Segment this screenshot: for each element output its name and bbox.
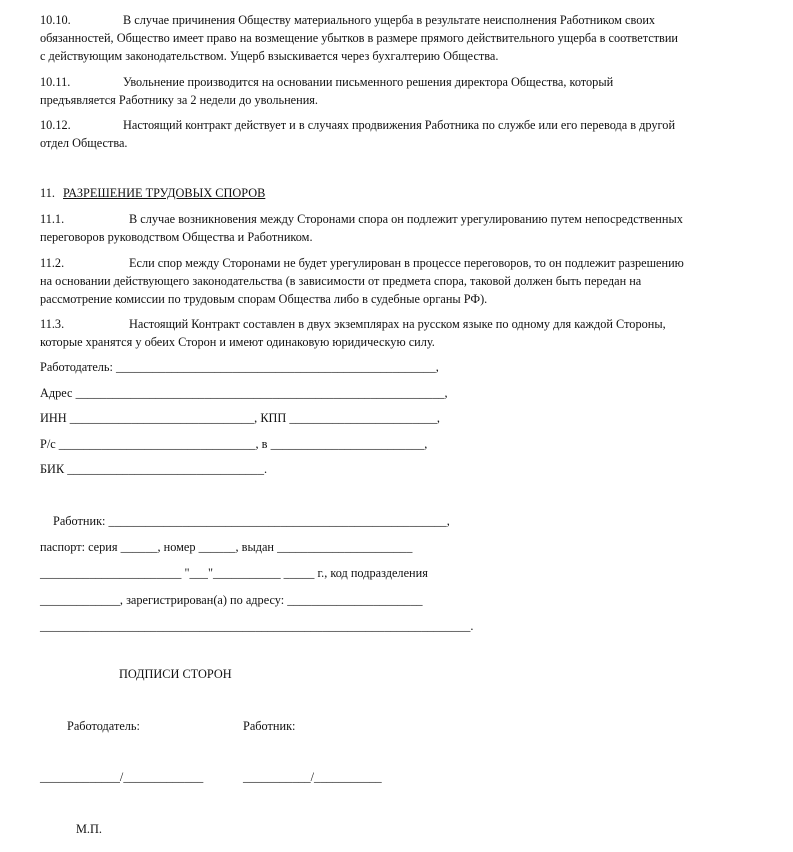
employer-address-field: Адрес ____________________________________________________________, bbox=[40, 386, 448, 400]
section-number: 11. bbox=[40, 186, 55, 200]
clause-number: 11.2. bbox=[40, 256, 65, 270]
employer-bik-field: БИК ________________________________. bbox=[40, 462, 268, 476]
clause-text-line: В случае причинения Обществу материального ущерба в результате неисполнения Работником своих bbox=[123, 13, 656, 27]
clause-text-line: которые хранятся у обеих Сторон и имеют одинаковую юридическую силу. bbox=[40, 335, 435, 349]
clause-text-line: на основании действующего законодательства (в зависимости от предмета спора, таковой должен быть передан на bbox=[40, 274, 642, 288]
employee-signature-line: ___________/___________ bbox=[243, 770, 382, 784]
section-title: РАЗРЕШЕНИЕ ТРУДОВЫХ СПОРОВ bbox=[63, 186, 266, 200]
employee-signature-label: Работник: bbox=[243, 719, 296, 733]
clause-text-line: переговоров руководством Общества и Работником. bbox=[40, 230, 313, 244]
employer-signature-label: Работодатель: bbox=[67, 719, 140, 733]
clause-text-line: В случае возникновения между Сторонами спора он подлежит урегулированию путем непосредственных bbox=[129, 212, 683, 226]
clause-number: 10.11. bbox=[40, 75, 71, 89]
clause-text-line: рассмотрение комиссии по трудовым спорам Общества либо в судебные органы РФ). bbox=[40, 292, 488, 306]
clause-text-line: Увольнение производится на основании письменного решения директора Общества, который bbox=[123, 75, 614, 89]
clause-text-line: предъявляется Работнику за 2 недели до увольнения. bbox=[40, 93, 319, 107]
clause-text-line: с действующим законодательством. Ущерб взыскивается через бухгалтерию Общества. bbox=[40, 49, 499, 63]
clause-number: 10.10. bbox=[40, 13, 71, 27]
clause-text-line: Настоящий контракт действует и в случаях продвижения Работника по службе или его перевода в другой bbox=[123, 118, 676, 132]
clause-number: 11.1. bbox=[40, 212, 65, 226]
clause-number: 10.12. bbox=[40, 118, 71, 132]
clause-number: 11.3. bbox=[40, 317, 65, 331]
clause-text-line: отдел Общества. bbox=[40, 136, 128, 150]
signatures-title: ПОДПИСИ СТОРОН bbox=[119, 667, 232, 681]
employee-passport-field: паспорт: серия ______, номер ______, выдан ______________________ bbox=[40, 540, 413, 554]
employee-address-line: ______________________________________________________________________. bbox=[40, 619, 474, 633]
clause-text-line: Настоящий Контракт составлен в двух экземплярах на русском языке по одному для каждой Стороны, bbox=[129, 317, 666, 331]
employee-registration-field: _____________, зарегистрирован(а) по адресу: ______________________ bbox=[40, 593, 423, 607]
clause-text-line: обязанностей, Общество имеет право на возмещение убытков в размере прямого действительного ущерба в соответствии bbox=[40, 31, 679, 45]
clause-text-line: Если спор между Сторонами не будет урегулирован в процессе переговоров, то он подлежит разрешению bbox=[129, 256, 684, 270]
stamp-label: М.П. bbox=[76, 822, 102, 836]
employer-name-field: Работодатель: ____________________________________________________, bbox=[40, 360, 439, 374]
employer-signature-line: _____________/_____________ bbox=[40, 770, 204, 784]
employer-account-field: Р/с ________________________________, в _________________________, bbox=[40, 437, 428, 451]
employee-passport-issued-field: _______________________ "___"___________ _____ г., код подразделения bbox=[40, 566, 428, 580]
employee-name-field: Работник: _______________________________________________________, bbox=[53, 514, 450, 528]
employer-inn-kpp-field: ИНН ______________________________, КПП ________________________, bbox=[40, 411, 440, 425]
